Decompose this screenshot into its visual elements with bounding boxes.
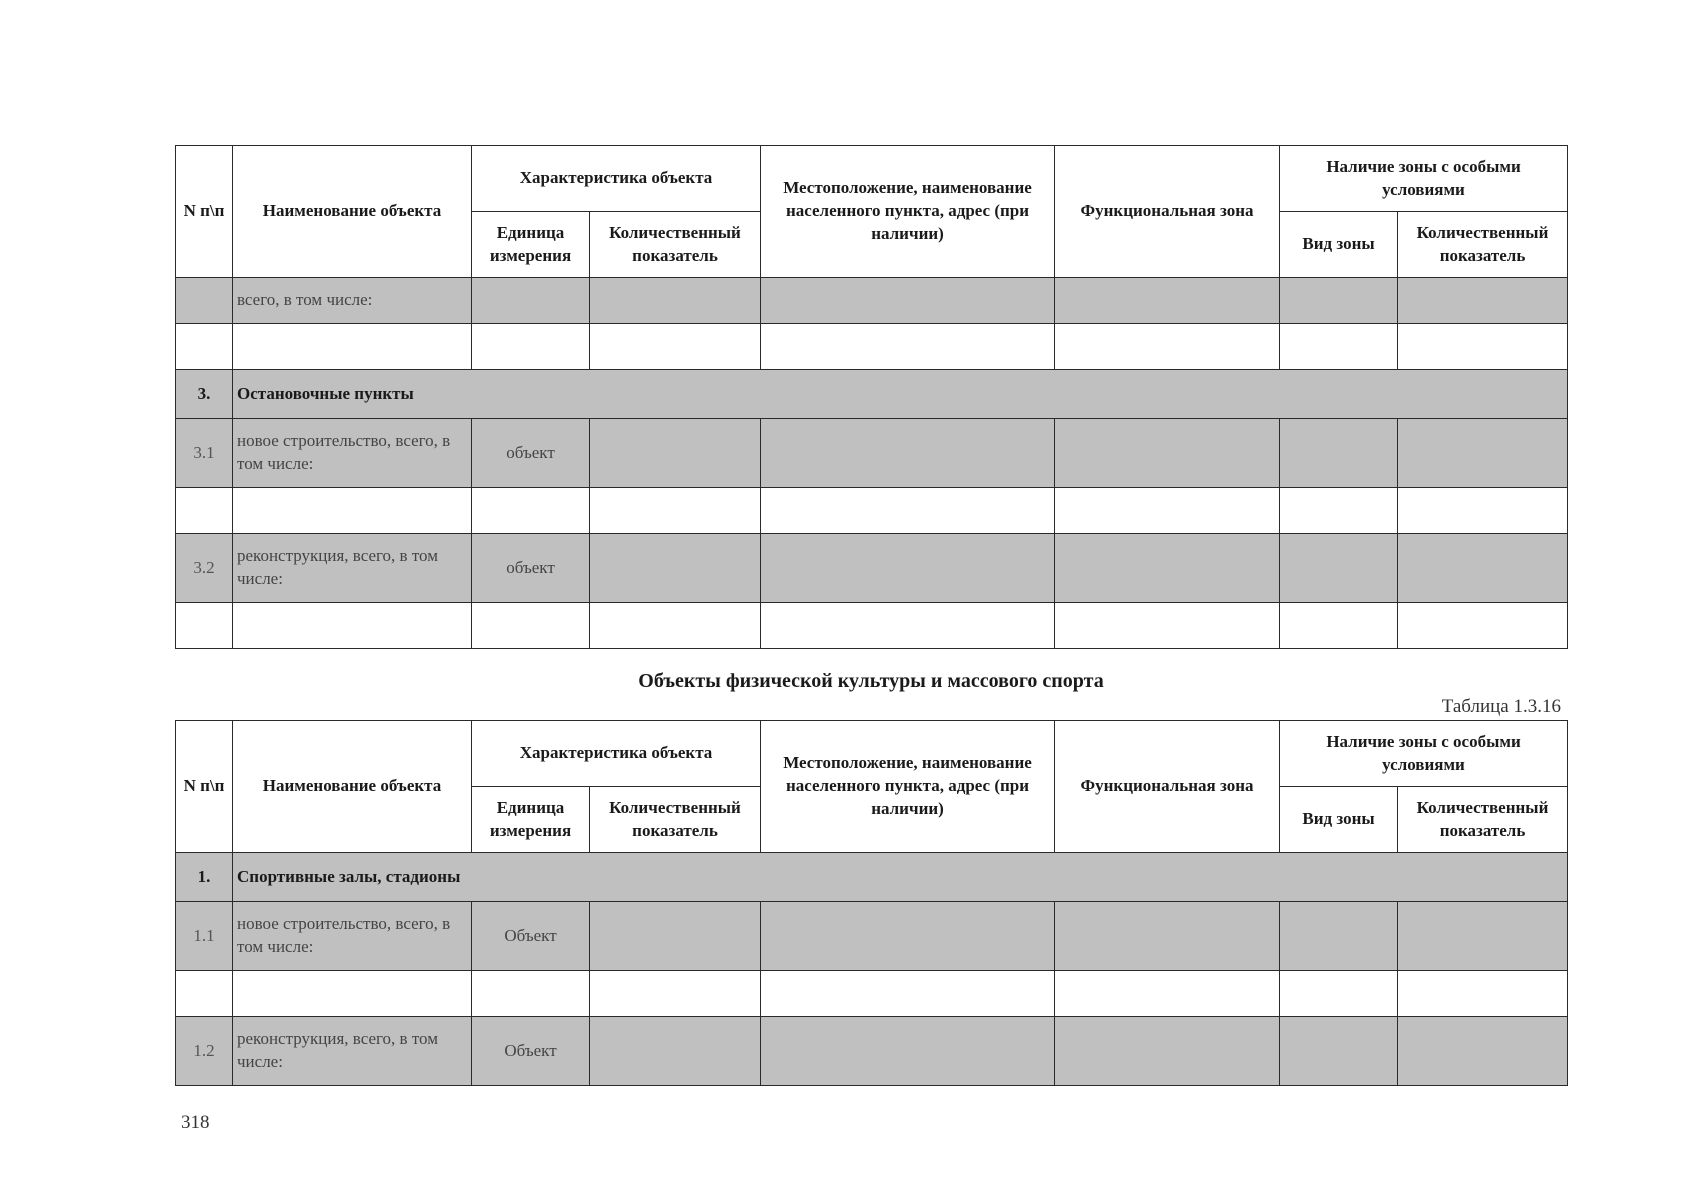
header-zone-qty: Количественный показатель — [1398, 212, 1568, 278]
row-name: всего, в том числе: — [233, 278, 472, 324]
row-name: новое строительство, всего, в том числе: — [233, 902, 472, 971]
row-unit: объект — [472, 419, 590, 488]
table-row — [176, 278, 1568, 324]
table-row — [176, 534, 1568, 603]
header-num: N п\п — [176, 146, 233, 278]
header-characteristics: Характеристика объекта — [472, 721, 761, 787]
row-unit: объект — [472, 534, 590, 603]
table-row — [176, 488, 1568, 534]
table-stops — [175, 145, 1568, 649]
section-title: Спортивные залы, стадионы — [233, 853, 1568, 902]
header-zone-qty: Количественный показатель — [1398, 787, 1568, 853]
header-special-zone: Наличие зоны с особыми условиями — [1280, 721, 1568, 787]
table-row — [176, 603, 1568, 649]
header-qty: Количественный показатель — [590, 787, 761, 853]
header-location: Местоположение, наименование населенного пункта, адрес (при наличии) — [761, 721, 1055, 853]
header-zone: Функциональная зона — [1055, 146, 1280, 278]
header-zone-type: Вид зоны — [1280, 787, 1398, 853]
header-unit: Единица измерения — [472, 212, 590, 278]
row-num: 3.1 — [176, 419, 233, 488]
row-num: 3.2 — [176, 534, 233, 603]
header-unit: Единица измерения — [472, 787, 590, 853]
header-name: Наименование объекта — [233, 146, 472, 278]
table-row — [176, 1017, 1568, 1086]
row-num: 1.2 — [176, 1017, 233, 1086]
header-name: Наименование объекта — [233, 721, 472, 853]
header-special-zone: Наличие зоны с особыми условиями — [1280, 146, 1568, 212]
table-row — [176, 419, 1568, 488]
header-location: Местоположение, наименование населенного пункта, адрес (при наличии) — [761, 146, 1055, 278]
section-num: 1. — [176, 853, 233, 902]
header-num: N п\п — [176, 721, 233, 853]
header-zone: Функциональная зона — [1055, 721, 1280, 853]
section-row — [176, 370, 1568, 419]
header-qty: Количественный показатель — [590, 212, 761, 278]
section-num: 3. — [176, 370, 233, 419]
table-row — [176, 902, 1568, 971]
row-unit: Объект — [472, 902, 590, 971]
row-name: новое строительство, всего, в том числе: — [233, 419, 472, 488]
row-name: реконструкция, всего, в том числе: — [233, 534, 472, 603]
header-zone-type: Вид зоны — [1280, 212, 1398, 278]
table-caption: Таблица 1.3.16 — [1441, 696, 1561, 717]
page-number: 318 — [181, 1112, 210, 1133]
section-heading: Объекты физической культуры и массового спорта — [638, 670, 1104, 692]
table-sports — [175, 720, 1568, 1086]
row-unit: Объект — [472, 1017, 590, 1086]
table-row — [176, 324, 1568, 370]
section-row — [176, 853, 1568, 902]
row-num: 1.1 — [176, 902, 233, 971]
row-name: реконструкция, всего, в том числе: — [233, 1017, 472, 1086]
section-title: Остановочные пункты — [233, 370, 1568, 419]
table-row — [176, 971, 1568, 1017]
header-characteristics: Характеристика объекта — [472, 146, 761, 212]
